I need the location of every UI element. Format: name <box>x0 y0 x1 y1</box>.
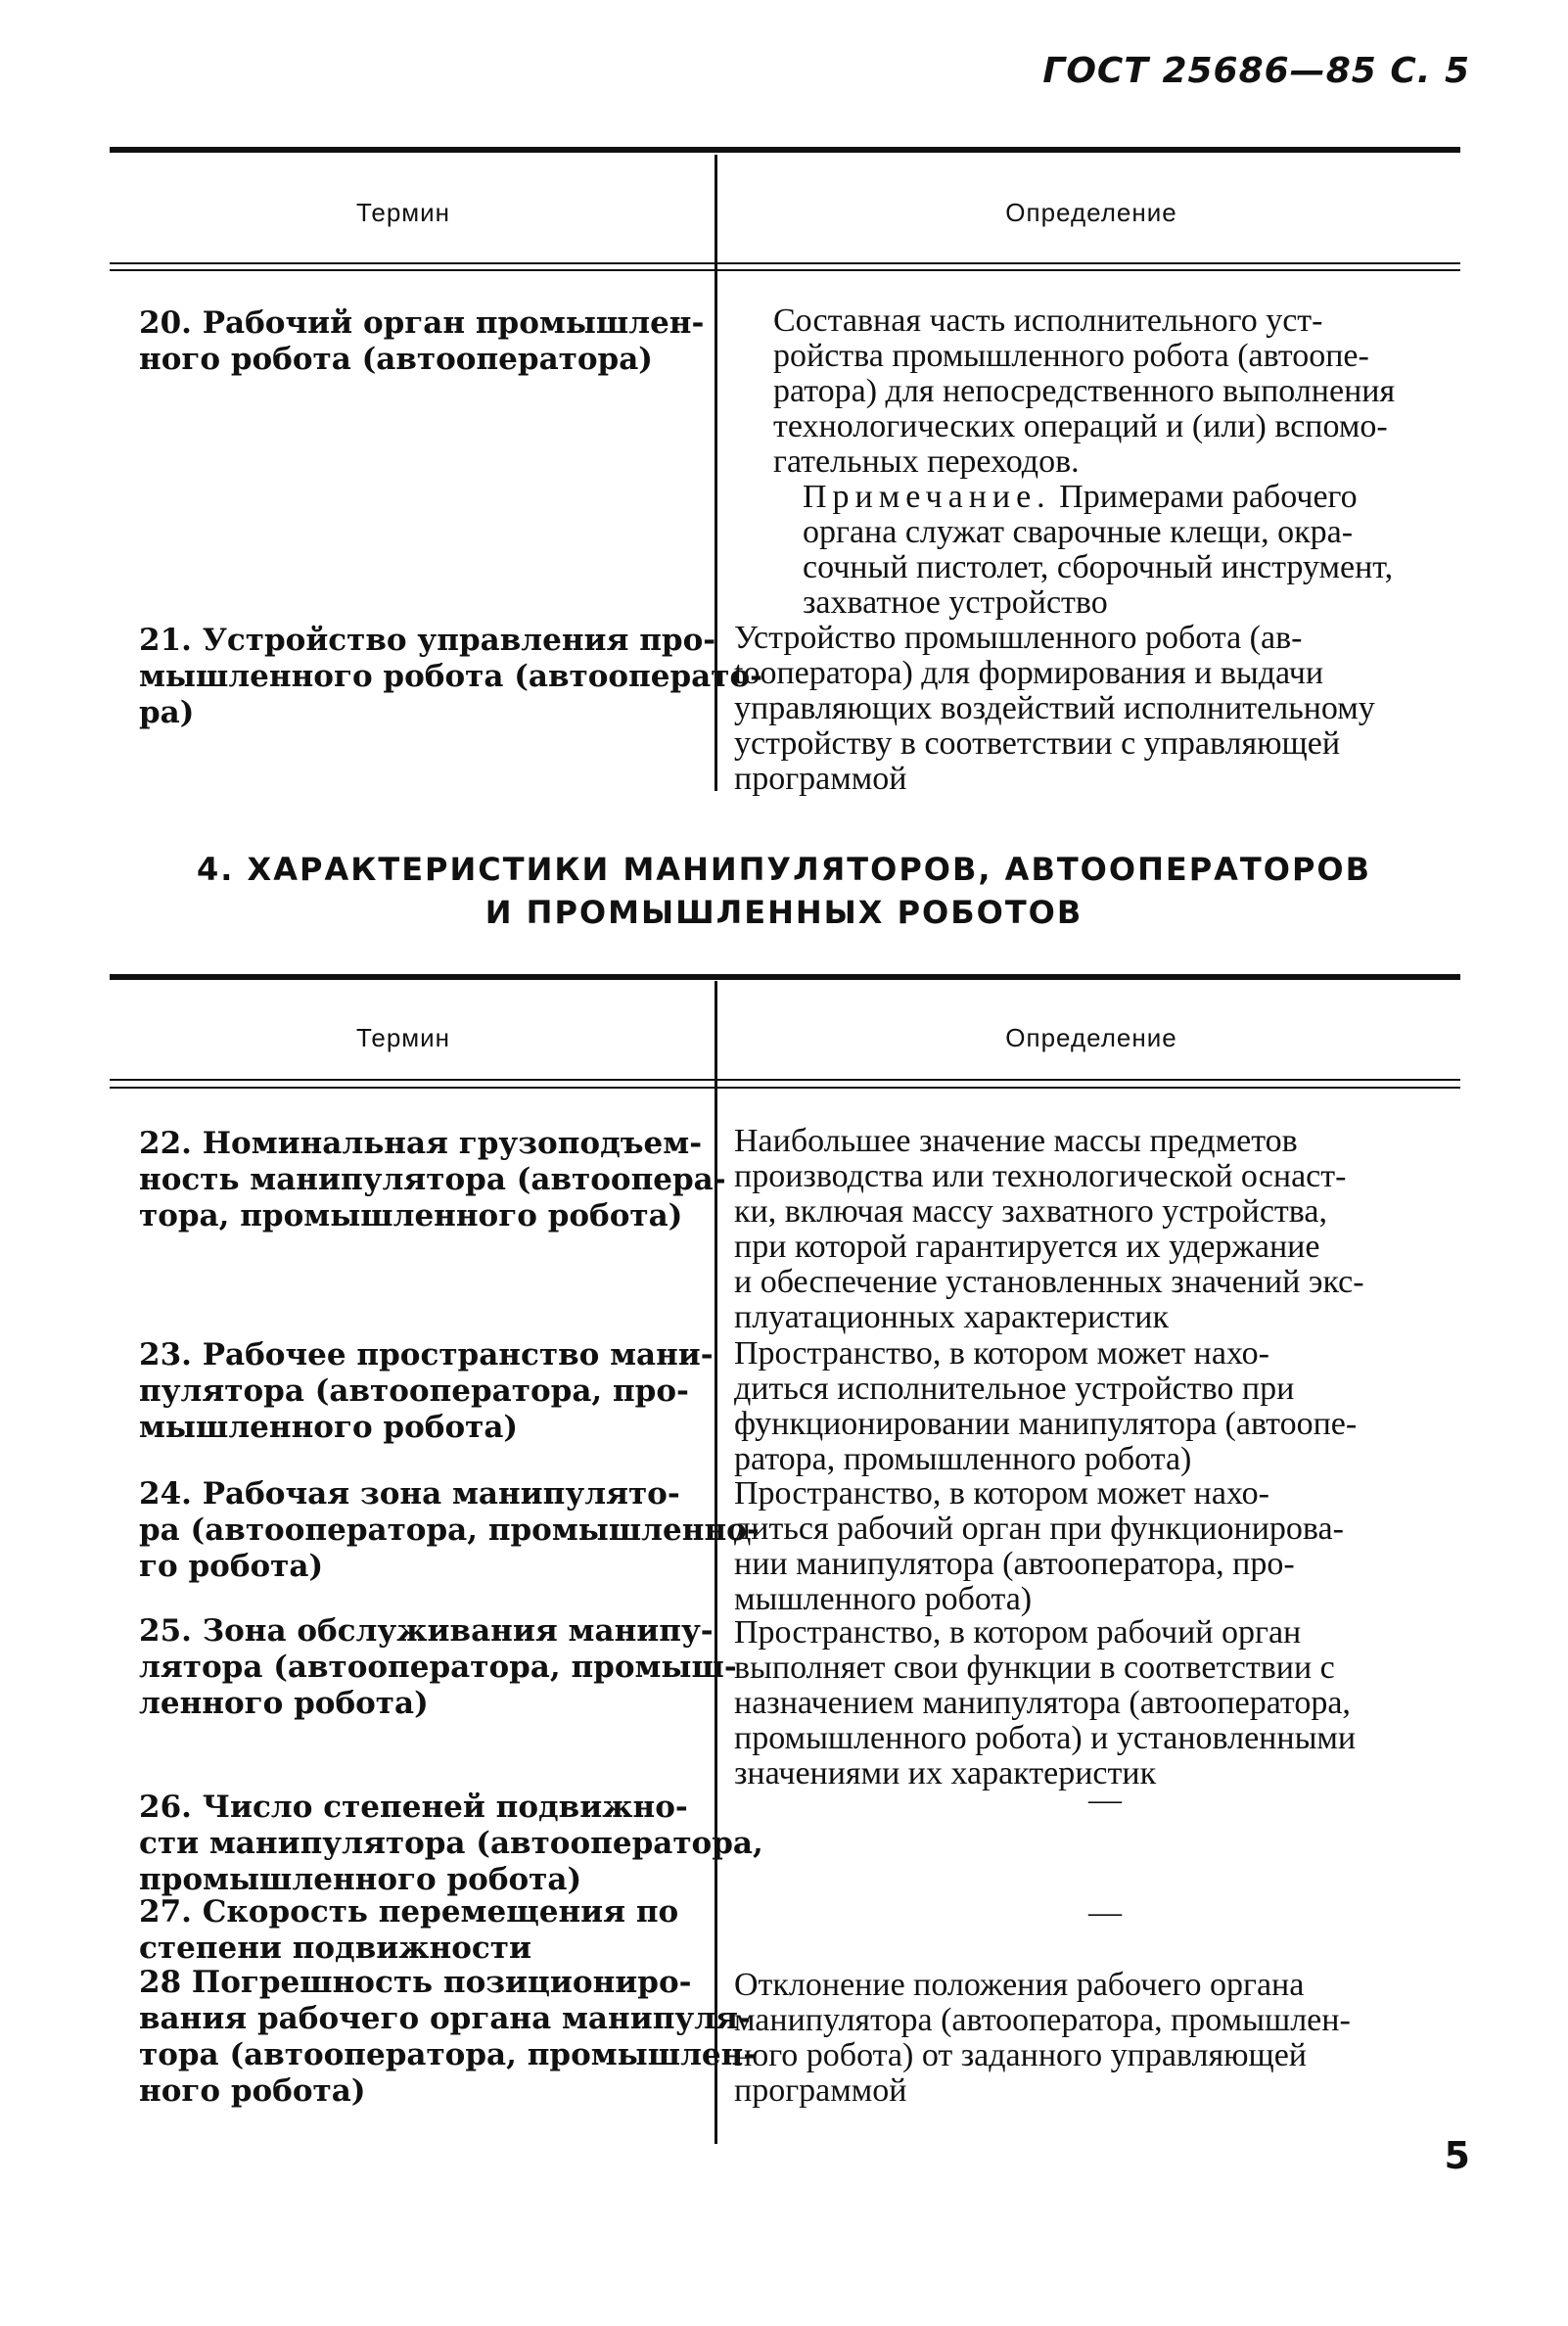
table2-header-definition: Определение <box>1005 1023 1177 1052</box>
definition-21: Устройство промышленного робота (ав- tooператора) для формирования и выдачи управляющих воздействий исполнительному устройству в соответствии с управляющей программой <box>734 620 1375 797</box>
table2-top-rule <box>110 974 1460 980</box>
definition-20: Составная часть исполнительного уст- ройства промышленного робота (автоопе- ратора) для непосредственного выполнения технологических операций и (или) вспомо- гательных переходов. <box>773 302 1396 480</box>
definition-28: Отклонение положения рабочего органа манипулятора (автооператора, промышлен- ного робота) от заданного управляющей программой <box>734 1967 1351 2109</box>
table2-header-rule <box>110 1079 1460 1081</box>
term-23: 23. Рабочее пространство мани- пулятора (автооператора, про- мышленного робота) <box>139 1337 714 1445</box>
term-28: 28 Погрешность позициониро- вания рабочего органа манипуля- тора (автооператора, промышлен- ного робота) <box>139 1965 757 2109</box>
definition-22: Наибольшее значение массы предметов производства или технологической оснаст- ки, включая массу захватного устройства, при которой гарантируется их удержание и обеспечение установленных значений экс- плуатационных характеристик <box>734 1123 1364 1335</box>
term-26: 26. Число степеней подвижно- сти манипулятора (автооператора, промышленного робота) <box>139 1790 763 1897</box>
definition-25: Пространство, в котором рабочий орган выполняет свои функции в соответствии с назначением манипулятора (автооператора, промышленного робота) и установленными значениями их характеристик <box>734 1614 1357 1791</box>
table1-header-rule <box>110 262 1460 264</box>
note-20 <box>734 480 1546 621</box>
term-22: 22. Номинальная грузоподъем- ность манипулятора (автоопера- тора, промышленного робота) <box>139 1126 726 1233</box>
term-27: 27. Скорость перемещения по степени подвижности <box>139 1894 679 1966</box>
definition-26: — <box>1088 1782 1122 1818</box>
page-number: 5 <box>1444 2134 1470 2177</box>
table1-header-definition: Определение <box>1005 198 1177 227</box>
term-25: 25. Зона обслуживания манипу- лятора (автооператора, промыш- ленного робота) <box>139 1613 737 1721</box>
table2-header-term: Термин <box>355 1023 451 1052</box>
definition-27: — <box>1088 1894 1122 1931</box>
term-24: 24. Рабочая зона манипулято- ра (автооператора, промышленно- го робота) <box>139 1476 760 1584</box>
table1-top-rule <box>110 147 1460 153</box>
table2-header-rule-2 <box>110 1087 1460 1089</box>
table1-header-term: Термин <box>355 198 451 227</box>
section-title <box>0 848 1568 934</box>
note-label: Примечание. <box>803 479 1051 515</box>
section-title-line1: 4. ХАРАКТЕРИСТИКИ МАНИПУЛЯТОРОВ, АВТООПЕРАТОРОВ <box>196 851 1371 888</box>
section-title-line2: И ПРОМЫШЛЕННЫХ РОБОТОВ <box>484 894 1084 931</box>
definition-24: Пространство, в котором может нахо- диться рабочий орган при функционирова- нии манипулятора (автооператора, про- мышленного робота) <box>734 1475 1344 1617</box>
term-21: 21. Устройство управления про- мышленного робота (автооперато- ра) <box>139 623 762 730</box>
table1-header-rule-2 <box>110 269 1460 271</box>
note-text: Примерами рабочего органа служат сварочные клещи, окра- сочный пистолет, сборочный инструмент, захватное устройство <box>803 479 1394 621</box>
page-header: ГОСТ 25686—85 С. 5 <box>1042 51 1470 91</box>
definition-23: Пространство, в котором может нахо- диться исполнительное устройство при функционировании манипулятора (автоопе- ратора, промышленного робота) <box>734 1335 1358 1477</box>
term-20: 20. Рабочий орган промышлен- ного робота (автооператора) <box>139 305 705 377</box>
